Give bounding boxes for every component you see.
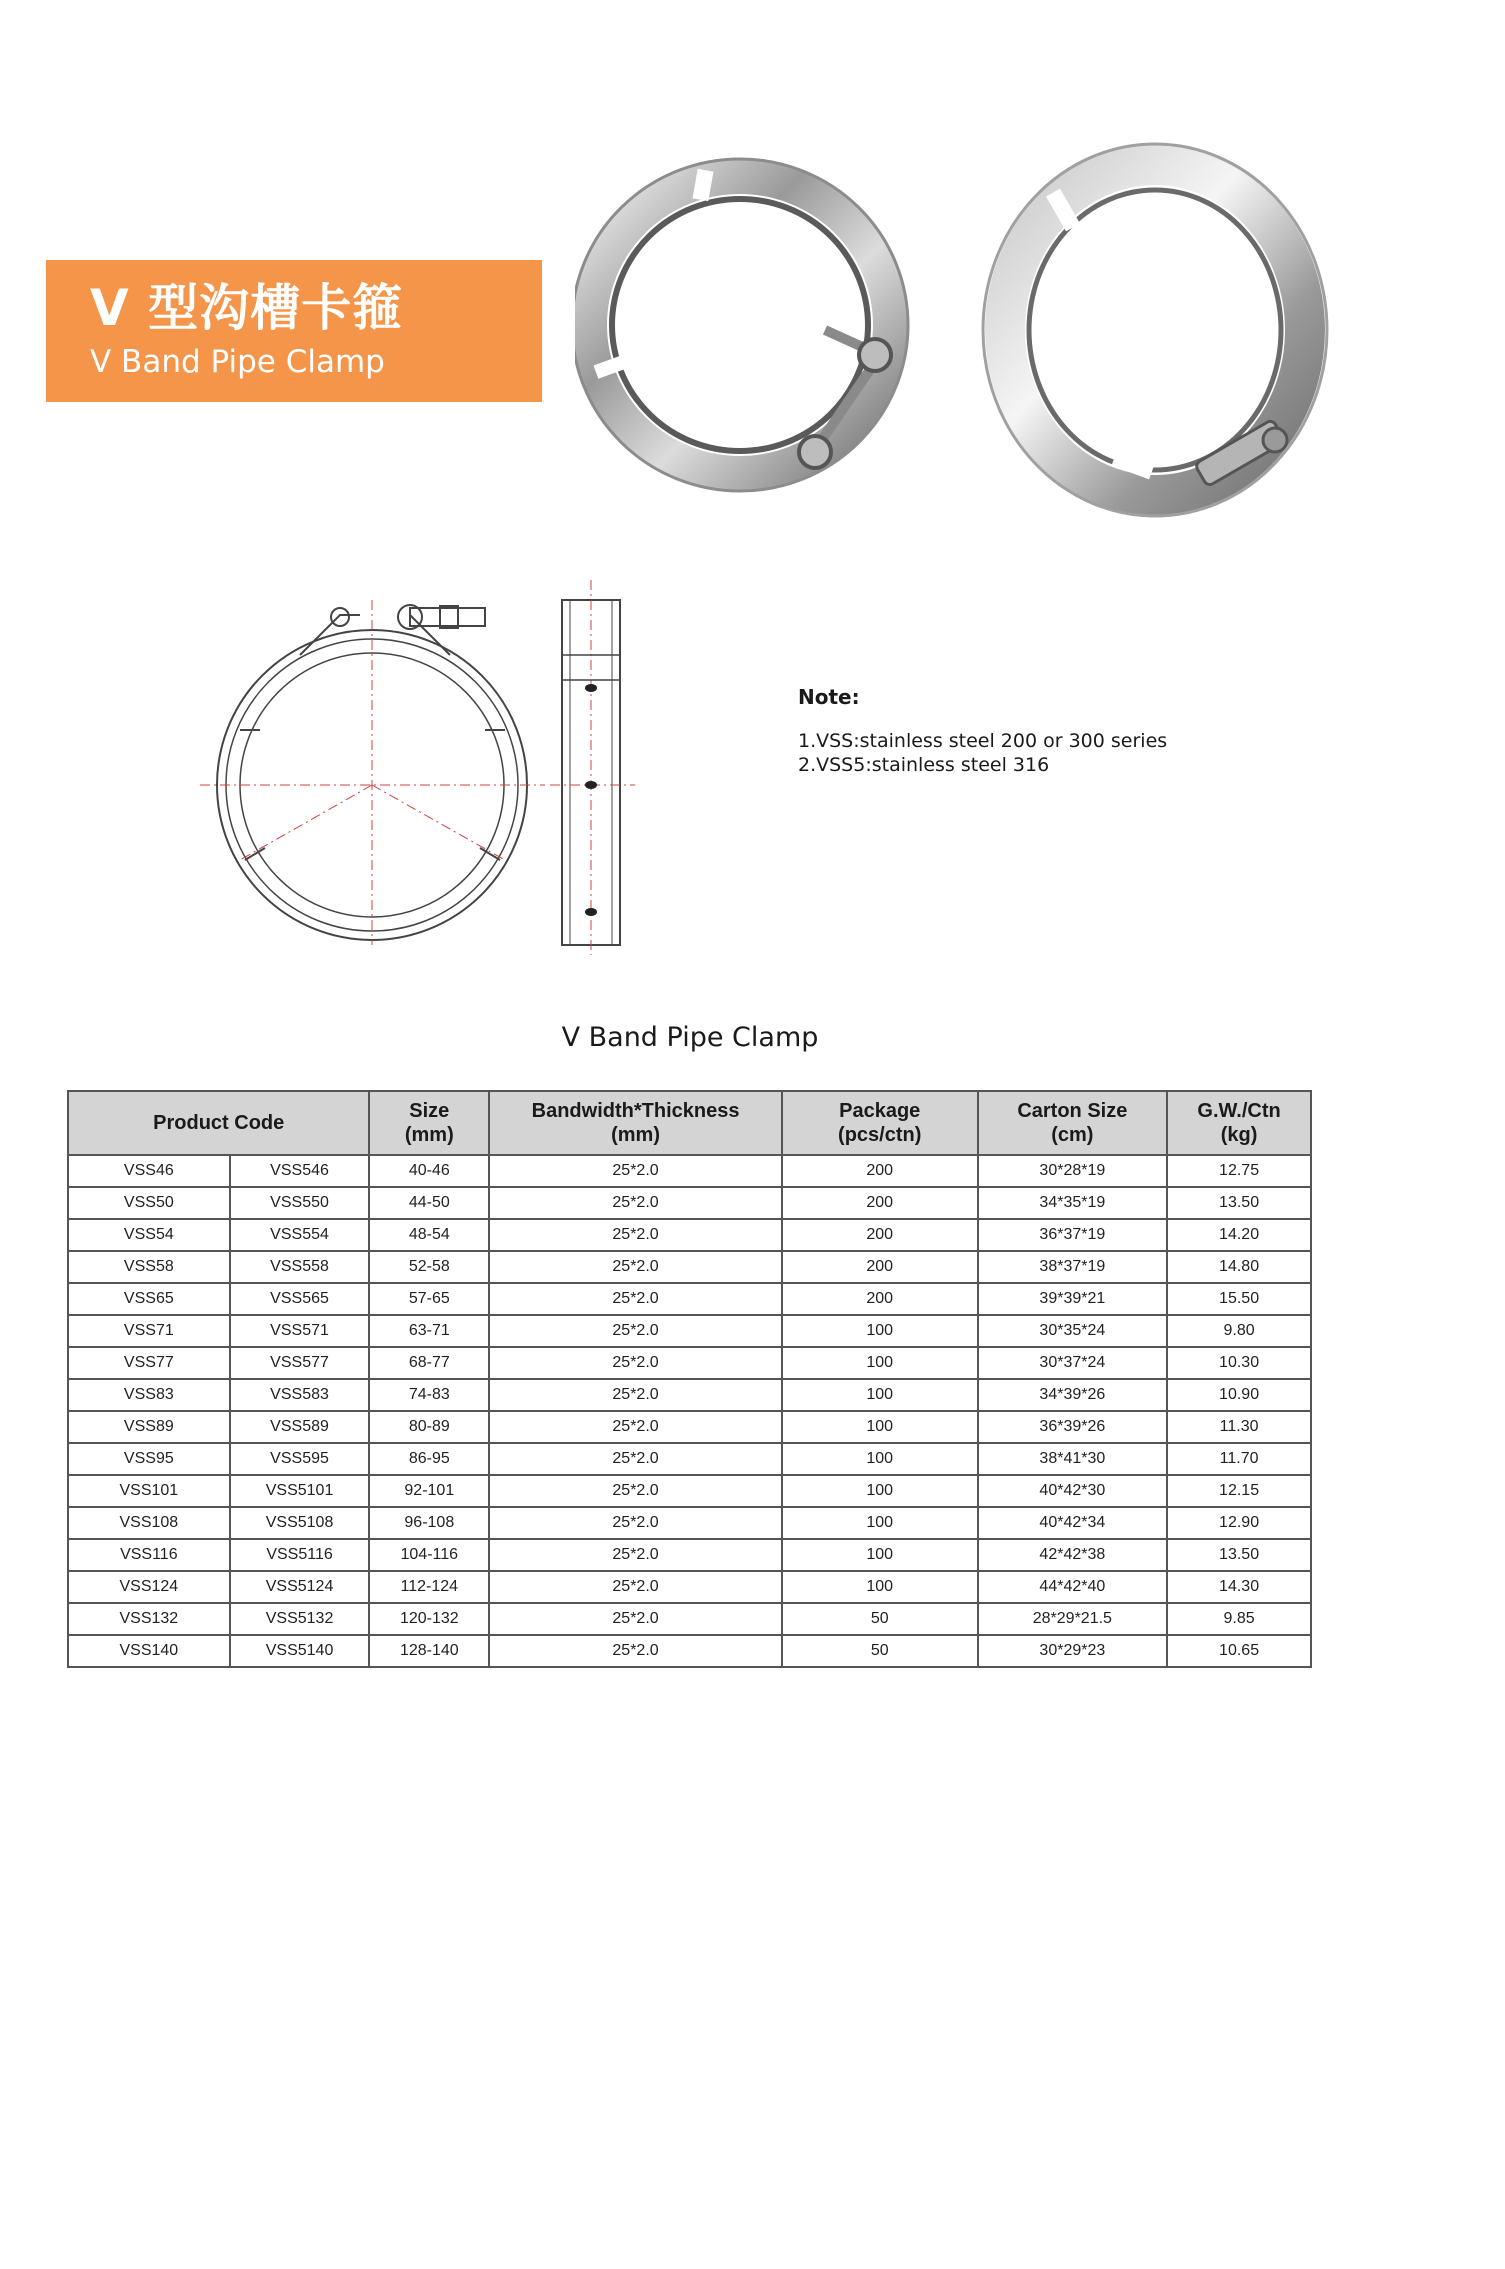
cell-code-vss5: VSS550: [230, 1187, 370, 1219]
cell-code-vss: VSS124: [68, 1571, 230, 1603]
table-row: [68, 1443, 1311, 1475]
cell-package: 100: [782, 1315, 978, 1347]
cell-carton-size: 30*37*24: [978, 1347, 1168, 1379]
cell-gross-weight: 14.80: [1167, 1251, 1311, 1283]
cell-package: 50: [782, 1603, 978, 1635]
cell-package: 100: [782, 1475, 978, 1507]
cell-size: 86-95: [369, 1443, 489, 1475]
table-row: [68, 1379, 1311, 1411]
cell-carton-size: 34*35*19: [978, 1187, 1168, 1219]
cell-carton-size: 36*39*26: [978, 1411, 1168, 1443]
cell-size: 128-140: [369, 1635, 489, 1667]
table-row: [68, 1315, 1311, 1347]
header-package: Package (pcs/ctn): [782, 1091, 978, 1155]
cell-package: 100: [782, 1443, 978, 1475]
cell-bandwidth-thickness: 25*2.0: [489, 1379, 782, 1411]
cell-gross-weight: 13.50: [1167, 1539, 1311, 1571]
cell-gross-weight: 15.50: [1167, 1283, 1311, 1315]
cell-size: 80-89: [369, 1411, 489, 1443]
cell-gross-weight: 10.30: [1167, 1347, 1311, 1379]
note-title: Note:: [798, 685, 860, 709]
cell-package: 100: [782, 1411, 978, 1443]
cell-bandwidth-thickness: 25*2.0: [489, 1635, 782, 1667]
cell-code-vss5: VSS577: [230, 1347, 370, 1379]
table-row: [68, 1283, 1311, 1315]
cell-code-vss: VSS83: [68, 1379, 230, 1411]
table-row: [68, 1539, 1311, 1571]
cell-bandwidth-thickness: 25*2.0: [489, 1283, 782, 1315]
cell-bandwidth-thickness: 25*2.0: [489, 1475, 782, 1507]
cell-code-vss5: VSS583: [230, 1379, 370, 1411]
cell-carton-size: 30*35*24: [978, 1315, 1168, 1347]
cell-code-vss: VSS58: [68, 1251, 230, 1283]
table-row: [68, 1475, 1311, 1507]
header-gross-weight: G.W./Ctn (kg): [1167, 1091, 1311, 1155]
cell-code-vss5: VSS571: [230, 1315, 370, 1347]
cell-code-vss: VSS46: [68, 1155, 230, 1187]
cell-size: 40-46: [369, 1155, 489, 1187]
cell-package: 100: [782, 1539, 978, 1571]
cell-code-vss: VSS132: [68, 1603, 230, 1635]
cell-bandwidth-thickness: 25*2.0: [489, 1507, 782, 1539]
cell-size: 92-101: [369, 1475, 489, 1507]
cell-size: 57-65: [369, 1283, 489, 1315]
cell-code-vss5: VSS5132: [230, 1603, 370, 1635]
spec-table: [67, 1090, 1312, 1668]
table-row: [68, 1603, 1311, 1635]
cell-carton-size: 40*42*30: [978, 1475, 1168, 1507]
cell-code-vss: VSS95: [68, 1443, 230, 1475]
cell-package: 200: [782, 1283, 978, 1315]
cell-gross-weight: 12.75: [1167, 1155, 1311, 1187]
header-product-code: Product Code: [68, 1091, 369, 1155]
cell-size: 112-124: [369, 1571, 489, 1603]
cell-code-vss5: VSS546: [230, 1155, 370, 1187]
cell-code-vss: VSS77: [68, 1347, 230, 1379]
cell-gross-weight: 10.90: [1167, 1379, 1311, 1411]
cell-carton-size: 30*29*23: [978, 1635, 1168, 1667]
product-banner: [46, 260, 542, 402]
cell-size: 120-132: [369, 1603, 489, 1635]
header-carton-size: Carton Size (cm): [978, 1091, 1168, 1155]
table-title: V Band Pipe Clamp: [561, 1022, 819, 1053]
cell-bandwidth-thickness: 25*2.0: [489, 1315, 782, 1347]
cell-code-vss: VSS50: [68, 1187, 230, 1219]
cell-size: 96-108: [369, 1507, 489, 1539]
cell-size: 48-54: [369, 1219, 489, 1251]
table-row: [68, 1411, 1311, 1443]
cell-code-vss5: VSS5101: [230, 1475, 370, 1507]
cell-code-vss: VSS140: [68, 1635, 230, 1667]
cell-gross-weight: 10.65: [1167, 1635, 1311, 1667]
cell-bandwidth-thickness: 25*2.0: [489, 1219, 782, 1251]
cell-code-vss: VSS116: [68, 1539, 230, 1571]
cell-bandwidth-thickness: 25*2.0: [489, 1187, 782, 1219]
cell-carton-size: 28*29*21.5: [978, 1603, 1168, 1635]
table-row: [68, 1187, 1311, 1219]
header-size: Size (mm): [369, 1091, 489, 1155]
cell-code-vss: VSS101: [68, 1475, 230, 1507]
cell-bandwidth-thickness: 25*2.0: [489, 1443, 782, 1475]
banner-title-cn: V 型沟槽卡箍: [90, 279, 404, 337]
cell-code-vss: VSS108: [68, 1507, 230, 1539]
cell-gross-weight: 14.30: [1167, 1571, 1311, 1603]
cell-bandwidth-thickness: 25*2.0: [489, 1603, 782, 1635]
cell-package: 200: [782, 1219, 978, 1251]
cell-package: 100: [782, 1347, 978, 1379]
cell-gross-weight: 11.70: [1167, 1443, 1311, 1475]
banner-title-en: V Band Pipe Clamp: [90, 344, 385, 380]
cell-code-vss5: VSS5116: [230, 1539, 370, 1571]
cell-size: 104-116: [369, 1539, 489, 1571]
table-header-row: [68, 1091, 1311, 1155]
cell-package: 200: [782, 1251, 978, 1283]
cell-size: 63-71: [369, 1315, 489, 1347]
cell-package: 100: [782, 1507, 978, 1539]
cell-package: 100: [782, 1379, 978, 1411]
cell-code-vss5: VSS5124: [230, 1571, 370, 1603]
table-row: [68, 1347, 1311, 1379]
cell-code-vss5: VSS5140: [230, 1635, 370, 1667]
cell-carton-size: 36*37*19: [978, 1219, 1168, 1251]
cell-size: 44-50: [369, 1187, 489, 1219]
clamp-technical-drawing: [200, 560, 640, 960]
table-row: [68, 1155, 1311, 1187]
cell-carton-size: 38*37*19: [978, 1251, 1168, 1283]
cell-bandwidth-thickness: 25*2.0: [489, 1251, 782, 1283]
cell-package: 100: [782, 1571, 978, 1603]
cell-size: 74-83: [369, 1379, 489, 1411]
cell-code-vss5: VSS595: [230, 1443, 370, 1475]
cell-carton-size: 30*28*19: [978, 1155, 1168, 1187]
table-row: [68, 1507, 1311, 1539]
cell-gross-weight: 13.50: [1167, 1187, 1311, 1219]
note-line-2: 2.VSS5:stainless steel 316: [798, 754, 1050, 776]
cell-size: 52-58: [369, 1251, 489, 1283]
cell-code-vss: VSS54: [68, 1219, 230, 1251]
cell-code-vss: VSS71: [68, 1315, 230, 1347]
cell-carton-size: 39*39*21: [978, 1283, 1168, 1315]
cell-gross-weight: 9.85: [1167, 1603, 1311, 1635]
cell-bandwidth-thickness: 25*2.0: [489, 1155, 782, 1187]
cell-gross-weight: 12.90: [1167, 1507, 1311, 1539]
cell-bandwidth-thickness: 25*2.0: [489, 1347, 782, 1379]
cell-gross-weight: 11.30: [1167, 1411, 1311, 1443]
table-row: [68, 1251, 1311, 1283]
cell-gross-weight: 12.15: [1167, 1475, 1311, 1507]
cell-bandwidth-thickness: 25*2.0: [489, 1539, 782, 1571]
cell-package: 200: [782, 1155, 978, 1187]
table-row: [68, 1219, 1311, 1251]
cell-gross-weight: 14.20: [1167, 1219, 1311, 1251]
cell-carton-size: 38*41*30: [978, 1443, 1168, 1475]
cell-carton-size: 44*42*40: [978, 1571, 1168, 1603]
header-bandwidth-thickness: Bandwidth*Thickness (mm): [489, 1091, 782, 1155]
cell-code-vss5: VSS5108: [230, 1507, 370, 1539]
cell-bandwidth-thickness: 25*2.0: [489, 1571, 782, 1603]
table-row: [68, 1635, 1311, 1667]
cell-code-vss: VSS65: [68, 1283, 230, 1315]
cell-carton-size: 40*42*34: [978, 1507, 1168, 1539]
cell-code-vss5: VSS565: [230, 1283, 370, 1315]
note-line-1: 1.VSS:stainless steel 200 or 300 series: [798, 730, 1168, 752]
v-band-clamp-photo-quick-release: [975, 140, 1335, 530]
cell-code-vss5: VSS558: [230, 1251, 370, 1283]
note-block: [798, 685, 1167, 777]
cell-package: 50: [782, 1635, 978, 1667]
cell-carton-size: 34*39*26: [978, 1379, 1168, 1411]
cell-code-vss: VSS89: [68, 1411, 230, 1443]
cell-carton-size: 42*42*38: [978, 1539, 1168, 1571]
v-band-clamp-photo-t-bolt: [575, 150, 935, 510]
cell-code-vss5: VSS554: [230, 1219, 370, 1251]
cell-code-vss5: VSS589: [230, 1411, 370, 1443]
cell-package: 200: [782, 1187, 978, 1219]
cell-gross-weight: 9.80: [1167, 1315, 1311, 1347]
cell-bandwidth-thickness: 25*2.0: [489, 1411, 782, 1443]
table-row: [68, 1571, 1311, 1603]
cell-size: 68-77: [369, 1347, 489, 1379]
